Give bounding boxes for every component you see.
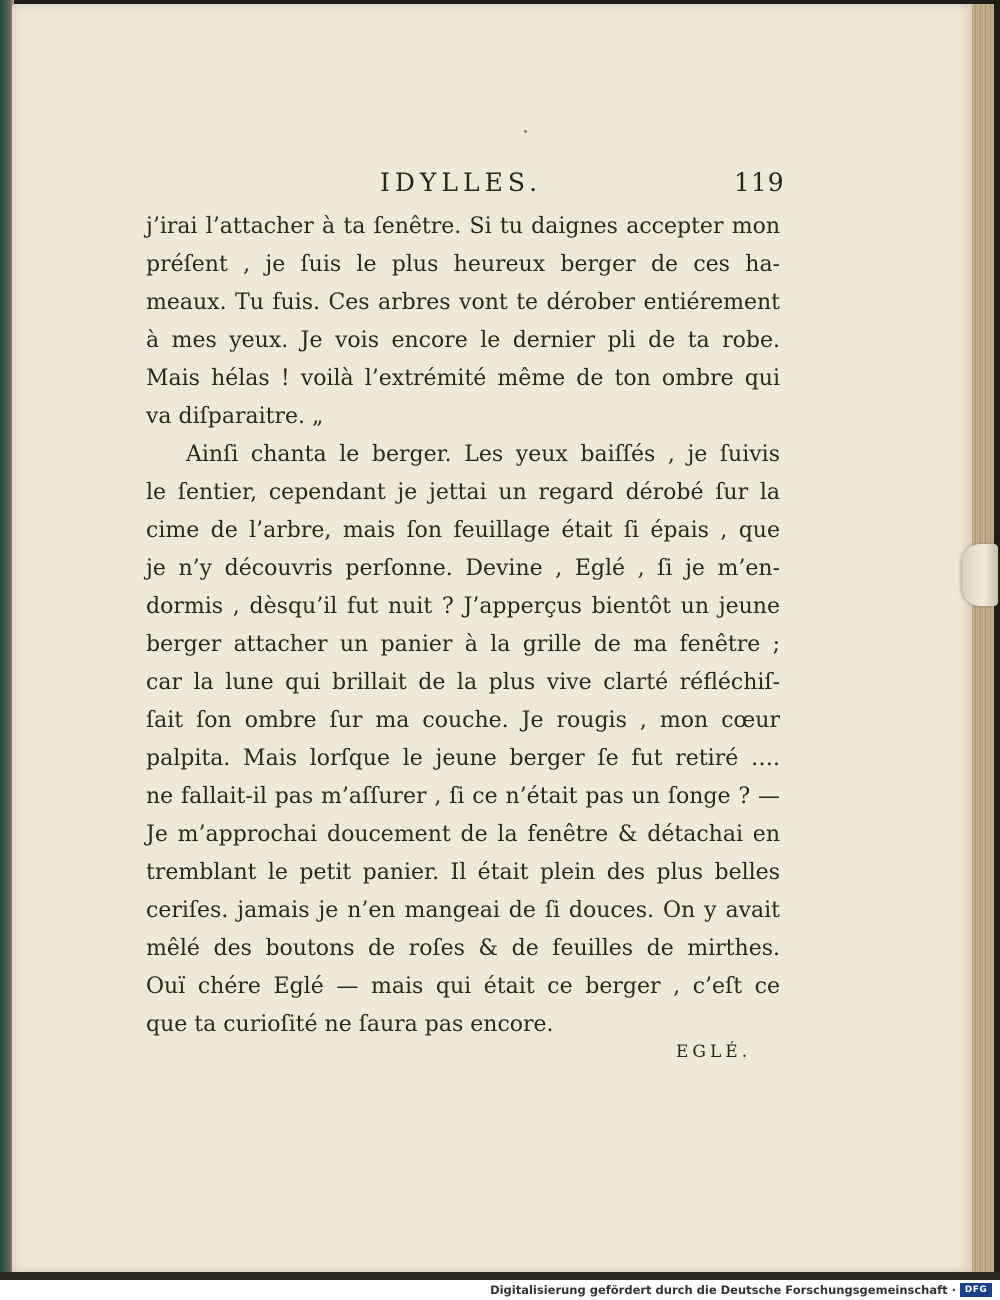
footer-bar xyxy=(0,1280,1000,1300)
page-stack-edge xyxy=(972,4,994,1272)
body-text xyxy=(146,208,780,1044)
footer-credit: Digitalisierung gefördert durch die Deutsche Forschungsgemeinschaft · xyxy=(490,1283,956,1297)
text-line: mêlé des boutons de roſes & de feuilles de mirthes. xyxy=(146,936,780,961)
text-line: Je m’approchai doucement de la fenêtre & détachai en xyxy=(146,822,780,847)
text-line: va diſparaitre. „ xyxy=(146,404,324,429)
text-line: berger attacher un panier à la grille de ma fenêtre ; xyxy=(146,632,780,657)
text-line: cime de l’arbre, mais ſon feuillage était ſi épais , que xyxy=(146,518,780,543)
catchword: EGLÉ. xyxy=(676,1042,752,1062)
paper-speck xyxy=(524,130,527,133)
text-line: à mes yeux. Je vois encore le dernier pli de ta robe. xyxy=(146,328,780,353)
text-line: Ouï chére Eglé — mais qui était ce berger , c’eſt ce xyxy=(146,974,780,999)
page-marker-tab xyxy=(962,544,998,606)
text-line: ſait ſon ombre ſur ma couche. Je rougis , mon cœur xyxy=(146,708,780,733)
text-line: tremblant le petit panier. Il était plein des plus belles xyxy=(146,860,780,885)
text-line: dormis , dèsqu’il fut nuit ? J’apperçus bientôt un jeune xyxy=(146,594,780,619)
text-line: palpita. Mais lorſque le jeune berger ſe fut retiré …. xyxy=(146,746,780,771)
text-line: préſent , je ſuis le plus heureux berger de ces ha- xyxy=(146,252,780,277)
text-line: meaux. Tu fuis. Ces arbres vont te dérober entiérement xyxy=(146,290,780,315)
text-line: je n’y découvris perſonne. Devine , Eglé , ſi je m’en- xyxy=(146,556,780,581)
scan-bottom-edge xyxy=(0,1272,1000,1280)
text-line: le ſentier, cependant je jettai un regard dérobé ſur la xyxy=(146,480,780,505)
text-line: Mais hélas ! voilà l’extrémité même de ton ombre qui xyxy=(146,366,780,391)
text-line: j’irai l’attacher à ta ſenêtre. Si tu daignes accepter mon xyxy=(146,214,780,239)
page-number: 119 xyxy=(734,168,785,197)
dfg-logo-icon: DFG xyxy=(960,1283,992,1297)
running-head: IDYLLES. xyxy=(380,168,543,197)
text-line: que ta curioſité ne ſaura pas encore. xyxy=(146,1012,554,1037)
text-line: ne fallait-il pas m’aſſurer , ſi ce n’était pas un ſonge ? — xyxy=(146,784,780,809)
text-line: ceriſes. jamais je n’en mangeai de ſi douces. On y avait xyxy=(146,898,780,923)
text-line: car la lune qui brillait de la plus vive clarté réfléchiſ- xyxy=(146,670,780,695)
text-line: Ainſi chanta le berger. Les yeux baiſſés , je ſuivis xyxy=(186,442,780,467)
